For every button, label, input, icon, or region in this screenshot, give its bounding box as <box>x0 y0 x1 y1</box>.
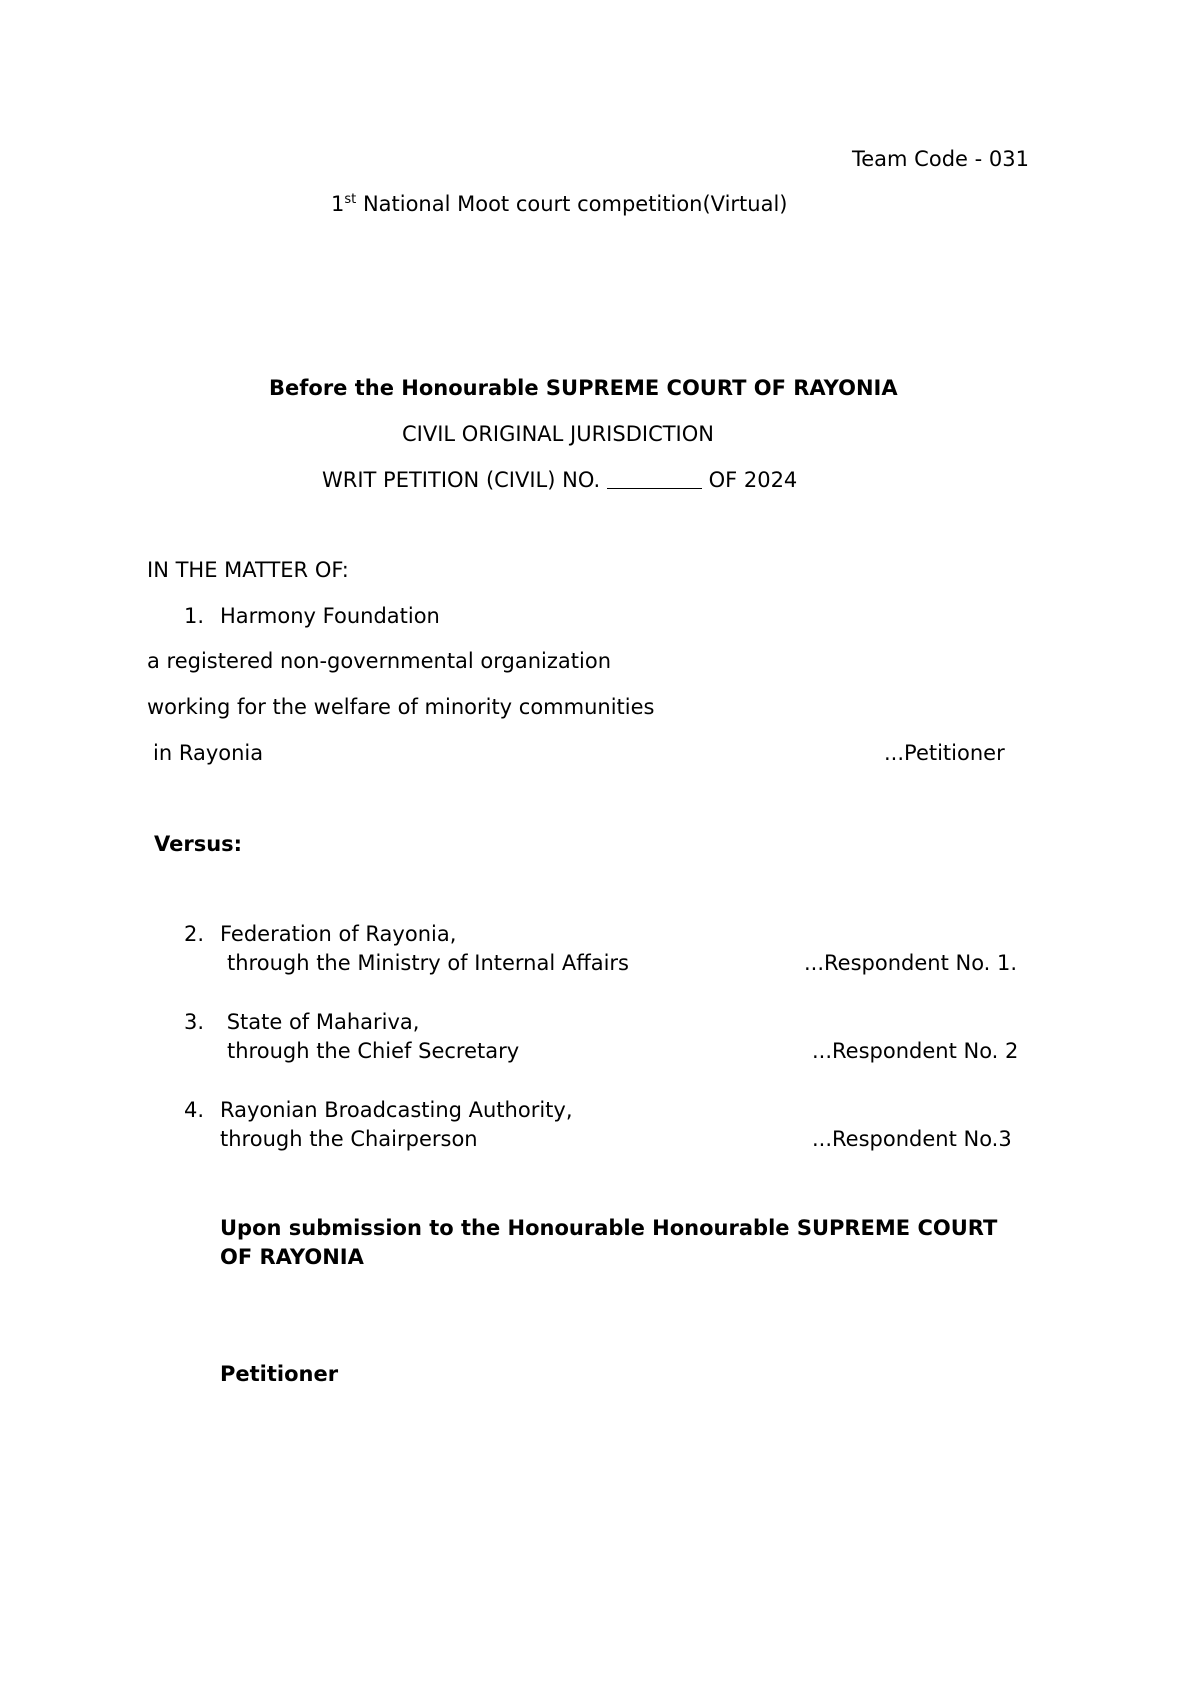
respondent-name: State of Mahariva, <box>226 1010 420 1034</box>
petitioner-line: a registered non-governmental organization <box>147 649 612 673</box>
respondent-entry <box>184 1012 419 1033</box>
petitioner-number: 1. <box>184 604 205 628</box>
petition-prefix: WRIT PETITION (CIVIL) NO. <box>322 468 601 492</box>
jurisdiction: CIVIL ORIGINAL JURISDICTION <box>402 422 714 446</box>
versus-heading: Versus: <box>154 832 243 856</box>
respondent-number: 2. <box>184 922 205 946</box>
submission-line: OF RAYONIA <box>220 1245 364 1269</box>
competition-title <box>331 194 788 215</box>
petitioner-line: working for the welfare of minority communities <box>147 695 655 719</box>
respondent-entry <box>184 1100 573 1121</box>
respondent-through: through the Chairperson <box>220 1127 478 1151</box>
ordinal-number: 1 <box>331 192 345 216</box>
respondent-name: Federation of Rayonia, <box>220 922 457 946</box>
petitioner-role: ...Petitioner <box>884 741 1005 765</box>
petitioner-entry <box>184 606 440 627</box>
submitting-party: Petitioner <box>220 1362 339 1386</box>
petition-number-blank <box>607 470 702 489</box>
competition-name: National Moot court competition(Virtual) <box>362 192 788 216</box>
matter-heading: IN THE MATTER OF: <box>147 558 349 582</box>
respondent-role: ...Respondent No.3 <box>812 1127 1012 1151</box>
respondent-role: ...Respondent No. 1. <box>804 951 1018 975</box>
respondent-entry <box>184 924 456 945</box>
respondent-through: through the Ministry of Internal Affairs <box>227 951 629 975</box>
ordinal-suffix: st <box>344 192 357 207</box>
petition-number <box>322 470 797 491</box>
team-code: Team Code - 031 <box>852 147 1029 171</box>
respondent-name: Rayonian Broadcasting Authority, <box>220 1098 573 1122</box>
respondent-role: ...Respondent No. 2 <box>812 1039 1019 1063</box>
petition-suffix: OF 2024 <box>708 468 798 492</box>
respondent-number: 4. <box>184 1098 205 1122</box>
submission-line: Upon submission to the Honourable Honourable SUPREME COURT <box>220 1216 998 1240</box>
court-title: Before the Honourable SUPREME COURT OF RAYONIA <box>269 376 898 400</box>
respondent-number: 3. <box>184 1010 205 1034</box>
respondent-through: through the Chief Secretary <box>227 1039 520 1063</box>
petitioner-name: Harmony Foundation <box>220 604 440 628</box>
petitioner-line: in Rayonia <box>153 741 264 765</box>
